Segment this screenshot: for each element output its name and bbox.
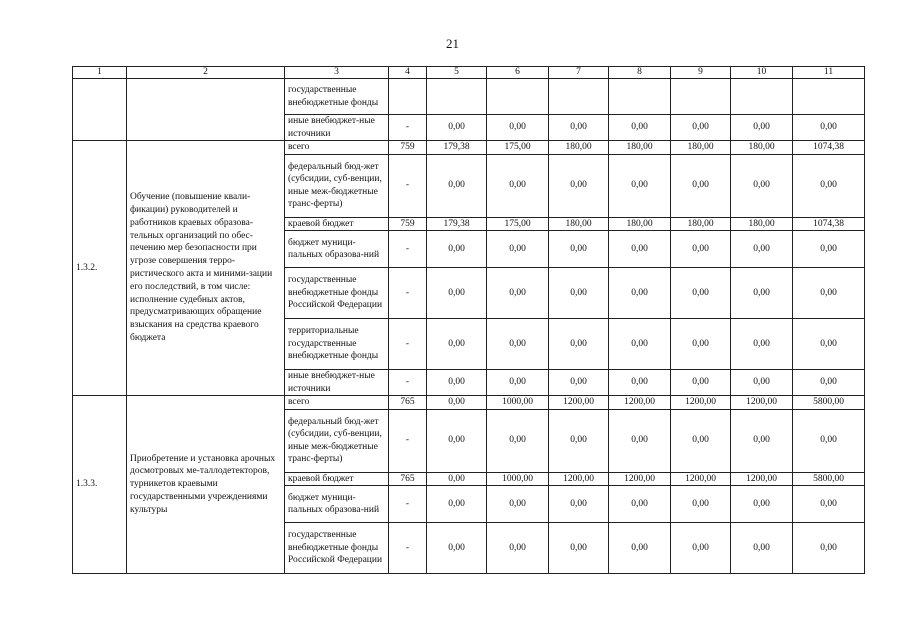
amount-cell: 0,00 [549,154,609,217]
funding-source: бюджет муници-пальных образова-ний [285,486,389,523]
table-body [73,79,865,574]
budget-code: - [389,370,427,396]
header-cell: 2 [127,67,285,79]
amount-cell: 0,00 [487,231,549,268]
budget-code: 759 [389,141,427,155]
header-row [73,67,865,79]
amount-cell: 0,00 [549,409,609,472]
amount-cell [671,79,731,115]
amount-cell: 0,00 [427,409,487,472]
funding-source: территориальные государственные внебюджетные фонды [285,319,389,370]
header-cell: 6 [487,67,549,79]
amount-cell: 0,00 [609,268,671,319]
amount-cell: 0,00 [549,231,609,268]
funding-source: бюджет муници-пальных образова-ний [285,231,389,268]
measure-code: 1.3.3. [73,396,127,574]
amount-cell [549,79,609,115]
amount-cell: 1200,00 [671,472,731,486]
amount-cell: 0,00 [549,523,609,574]
amount-cell: 1200,00 [609,396,671,410]
amount-cell [487,79,549,115]
amount-cell: 0,00 [731,115,793,141]
amount-cell: 0,00 [609,523,671,574]
amount-cell: 1074,38 [793,141,865,155]
amount-cell [731,79,793,115]
amount-cell: 1200,00 [549,396,609,410]
amount-cell: 0,00 [427,319,487,370]
amount-cell: 180,00 [731,141,793,155]
amount-cell: 180,00 [671,141,731,155]
funding-source: краевой бюджет [285,472,389,486]
header-cell: 8 [609,67,671,79]
page-number: 21 [446,36,459,51]
amount-cell: 0,00 [671,154,731,217]
amount-cell: 0,00 [793,486,865,523]
header-cell: 9 [671,67,731,79]
budget-code: - [389,268,427,319]
funding-source: федеральный бюд-жет (субсидии, суб-венции, иные меж-бюджетные транс-ферты) [285,154,389,217]
amount-cell: 0,00 [487,154,549,217]
amount-cell: 1200,00 [731,396,793,410]
amount-cell: 0,00 [609,115,671,141]
budget-code: - [389,486,427,523]
amount-cell: 180,00 [609,141,671,155]
amount-cell: 1200,00 [731,472,793,486]
amount-cell: 0,00 [731,370,793,396]
amount-cell: 0,00 [487,409,549,472]
amount-cell: 0,00 [487,268,549,319]
amount-cell: 0,00 [427,472,487,486]
budget-table [72,66,865,574]
amount-cell: 0,00 [671,409,731,472]
amount-cell: 0,00 [487,523,549,574]
amount-cell: 0,00 [487,370,549,396]
amount-cell [427,79,487,115]
amount-cell: 0,00 [731,486,793,523]
amount-cell: 0,00 [671,115,731,141]
amount-cell: 1000,00 [487,396,549,410]
amount-cell: 0,00 [609,154,671,217]
amount-cell: 0,00 [427,154,487,217]
amount-cell: 0,00 [671,268,731,319]
amount-cell: 0,00 [549,486,609,523]
amount-cell: 0,00 [731,154,793,217]
amount-cell: 0,00 [549,319,609,370]
funding-source: федеральный бюд-жет (субсидии, суб-венции, иные меж-бюджетные транс-ферты) [285,409,389,472]
amount-cell: 0,00 [731,268,793,319]
budget-code: - [389,154,427,217]
amount-cell: 0,00 [487,115,549,141]
amount-cell [609,79,671,115]
budget-code: - [389,231,427,268]
measure-name: Приобретение и установка арочных досмотровых ме-таллодетекторов, турникетов краевыми государственными учреждениями культуры [127,396,285,574]
table-row [73,396,865,410]
amount-cell: 0,00 [731,231,793,268]
measure-name: Обучение (повышение квали-фикации) руководителей и работников краевых образова-тельных организаций по обес-печению мер безопасности при угрозе совершения терро-ристического акта и миними-зации его последствий, в том числе: исполнение судебных актов, предусматривающих обращение взыскания на средства краевого бюджета [127,141,285,396]
amount-cell: 0,00 [427,370,487,396]
amount-cell: 0,00 [609,319,671,370]
amount-cell: 0,00 [793,154,865,217]
funding-source: всего [285,141,389,155]
amount-cell: 0,00 [487,486,549,523]
funding-source: государственные внебюджетные фонды [285,79,389,115]
amount-cell: 0,00 [609,370,671,396]
funding-source: иные внебюджет-ные источники [285,115,389,141]
amount-cell: 0,00 [793,523,865,574]
amount-cell: 0,00 [609,486,671,523]
amount-cell: 0,00 [609,231,671,268]
budget-code: - [389,523,427,574]
amount-cell: 1200,00 [549,472,609,486]
amount-cell: 180,00 [549,217,609,231]
amount-cell: 0,00 [427,268,487,319]
table-row [73,141,865,155]
amount-cell: 0,00 [671,370,731,396]
amount-cell [793,79,865,115]
amount-cell: 0,00 [427,115,487,141]
amount-cell: 5800,00 [793,472,865,486]
amount-cell: 0,00 [731,409,793,472]
amount-cell: 0,00 [793,268,865,319]
amount-cell: 0,00 [793,231,865,268]
amount-cell: 0,00 [487,319,549,370]
amount-cell: 0,00 [793,319,865,370]
amount-cell: 0,00 [427,396,487,410]
amount-cell: 180,00 [671,217,731,231]
table-row [73,79,865,115]
funding-source: иные внебюджет-ные источники [285,370,389,396]
amount-cell: 0,00 [609,409,671,472]
amount-cell: 1074,38 [793,217,865,231]
amount-cell: 1200,00 [609,472,671,486]
funding-source: краевой бюджет [285,217,389,231]
header-cell: 5 [427,67,487,79]
measure-name [127,79,285,141]
amount-cell: 5800,00 [793,396,865,410]
amount-cell: 179,38 [427,217,487,231]
amount-cell: 0,00 [549,370,609,396]
budget-code: 759 [389,217,427,231]
budget-code: 765 [389,396,427,410]
budget-code [389,79,427,115]
funding-source: государственные внебюджетные фонды Российской Федерации [285,268,389,319]
header-cell: 10 [731,67,793,79]
amount-cell: 0,00 [731,319,793,370]
amount-cell: 0,00 [793,370,865,396]
amount-cell: 179,38 [427,141,487,155]
amount-cell: 0,00 [671,523,731,574]
amount-cell: 1000,00 [487,472,549,486]
amount-cell: 175,00 [487,217,549,231]
amount-cell: 0,00 [731,523,793,574]
budget-code: - [389,409,427,472]
amount-cell: 0,00 [427,231,487,268]
amount-cell: 0,00 [671,231,731,268]
amount-cell: 0,00 [793,409,865,472]
amount-cell: 0,00 [793,115,865,141]
header-cell: 1 [73,67,127,79]
header-cell: 7 [549,67,609,79]
amount-cell: 180,00 [549,141,609,155]
amount-cell: 0,00 [549,115,609,141]
amount-cell: 0,00 [427,486,487,523]
budget-code: - [389,115,427,141]
measure-code [73,79,127,141]
funding-source: всего [285,396,389,410]
budget-code: 765 [389,472,427,486]
header-cell: 4 [389,67,427,79]
amount-cell: 0,00 [549,268,609,319]
measure-code: 1.3.2. [73,141,127,396]
amount-cell: 1200,00 [671,396,731,410]
amount-cell: 0,00 [671,486,731,523]
header-cell: 11 [793,67,865,79]
funding-source: государственные внебюджетные фонды Российской Федерации [285,523,389,574]
amount-cell: 0,00 [671,319,731,370]
budget-code: - [389,319,427,370]
amount-cell: 0,00 [427,523,487,574]
header-cell: 3 [285,67,389,79]
amount-cell: 180,00 [731,217,793,231]
amount-cell: 180,00 [609,217,671,231]
amount-cell: 175,00 [487,141,549,155]
